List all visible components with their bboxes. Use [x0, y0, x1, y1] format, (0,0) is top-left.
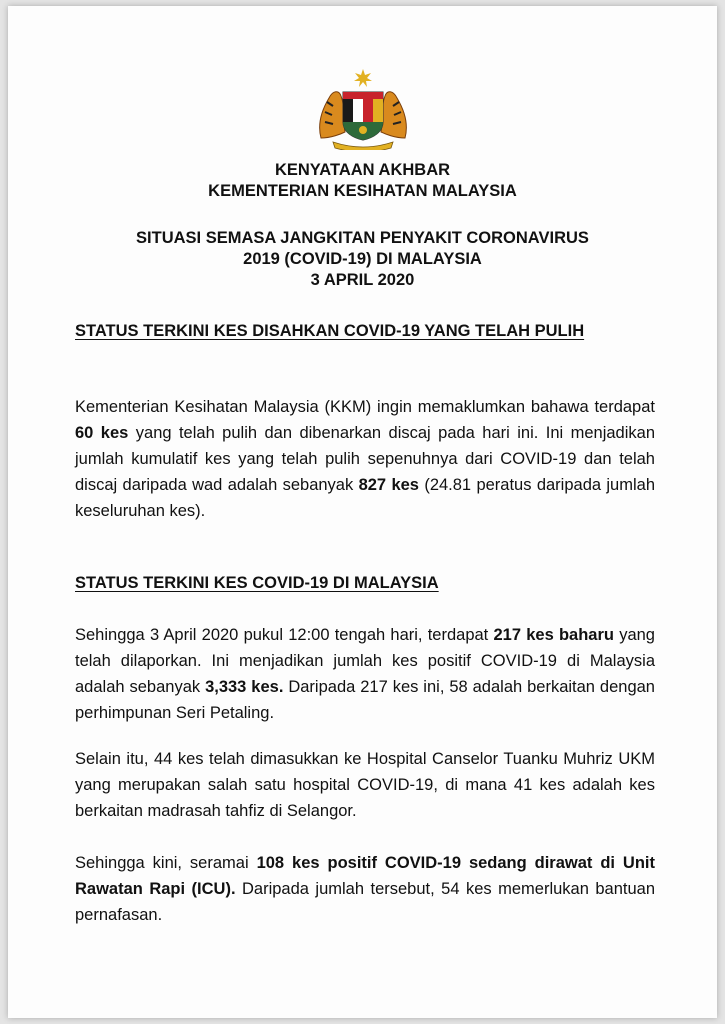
- coat-of-arms-icon: [315, 68, 411, 150]
- icu-cases-count: 108 kes positif COVID-19 sedang dirawat di Unit Rawatan Rapi (ICU).: [75, 854, 656, 898]
- subtitle-line-2: 2019 (COVID-19) DI MALAYSIA: [243, 250, 482, 268]
- paragraph-recovered-cases: [75, 394, 655, 524]
- paragraph-text: yang telah pulih dan dibenarkan discaj pada hari ini. Ini menjadikan jumlah kumulatif kes yang telah pulih sepenuhnya dari COVID-19 dan telah discaj daripada wad adalah sebanyak: [75, 424, 655, 494]
- paragraph-icu-cases: [75, 850, 655, 928]
- paragraph-text: Sehingga 3 April 2020 pukul 12:00 tengah hari, terdapat: [75, 626, 494, 644]
- paragraph-new-cases: [75, 622, 655, 726]
- title-line-1: KENYATAAN AKHBAR: [274, 161, 451, 179]
- title-line-2: KEMENTERIAN KESIHATAN MALAYSIA: [208, 182, 517, 200]
- new-cases-count: 217 kes baharu: [493, 626, 614, 644]
- subtitle-date: 3 APRIL 2020: [310, 271, 415, 289]
- paragraph-text: Kementerian Kesihatan Malaysia (KKM) ingin memaklumkan bahawa terdapat: [75, 398, 655, 416]
- paragraph-text: Sehingga kini, seramai: [75, 854, 257, 872]
- section-heading-recovered: STATUS TERKINI KES DISAHKAN COVID-19 YANG TELAH PULIH: [75, 322, 585, 340]
- section-heading-status: STATUS TERKINI KES COVID-19 DI MALAYSIA: [75, 574, 439, 592]
- subtitle-line-1: SITUASI SEMASA JANGKITAN PENYAKIT CORONAVIRUS: [136, 229, 589, 247]
- total-cases-count: 3,333 kes.: [205, 678, 284, 696]
- paragraph-text: Daripada 217 kes ini, 58 adalah berkaitan dengan perhimpunan Seri Petaling.: [75, 678, 655, 722]
- paragraph-hospital-admissions: Selain itu, 44 kes telah dimasukkan ke Hospital Canselor Tuanku Muhriz UKM yang merupakan salah satu hospital COVID-19, di mana 41 kes adalah kes berkaitan madrasah tahfiz di Selangor.: [75, 750, 655, 820]
- recovered-total-count: 827 kes: [358, 476, 419, 494]
- paragraph-text: Daripada jumlah tersebut, 54 kes memerlukan bantuan pernafasan.: [75, 880, 655, 924]
- paragraph-text: yang telah dilaporkan. Ini menjadikan jumlah kes positif COVID-19 di Malaysia adalah sebanyak: [75, 626, 655, 696]
- recovered-today-count: 60 kes: [75, 424, 129, 442]
- document-subtitle: [0, 228, 725, 291]
- paragraph-text: (24.81 peratus daripada jumlah keseluruhan kes).: [75, 476, 655, 520]
- press-release-title: [0, 160, 725, 202]
